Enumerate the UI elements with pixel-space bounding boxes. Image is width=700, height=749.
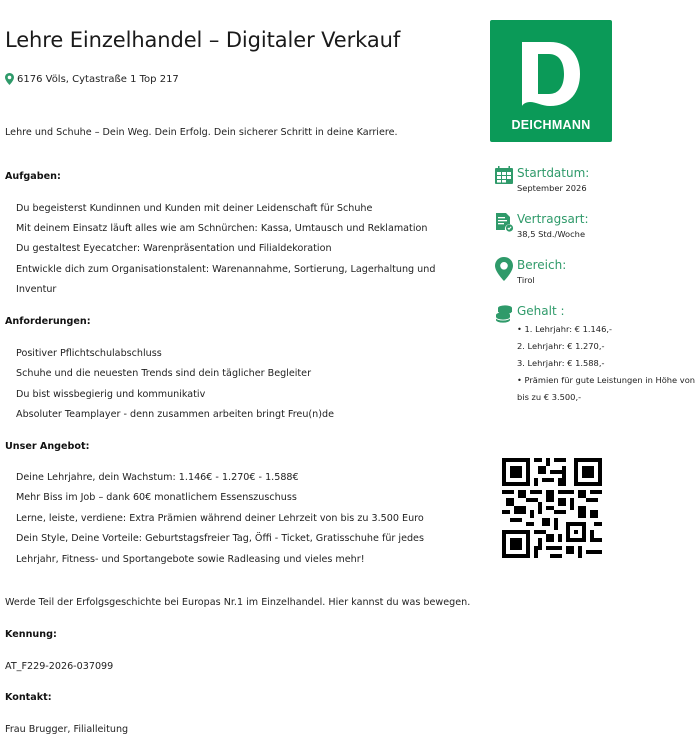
startdatum-value: September 2026 — [517, 183, 587, 193]
kontakt-value: Frau Brugger, Filialleitung — [5, 724, 129, 735]
bereich-value: Tirol — [517, 275, 535, 285]
list-item: Mehr Biss im Job – dank 60€ monatlichem Essenszuschuss — [16, 492, 297, 503]
list-item: Mit deinem Einsatz läuft alles wie am Schnürchen: Kassa, Umtausch und Reklamation — [16, 223, 428, 234]
brand-name: DEICHMANN — [511, 118, 591, 132]
list-item: Lerne, leiste, verdiene: Extra Prämien während deiner Lehrzeit von bis zu 3.500 Euro — [16, 513, 424, 524]
list-item: Absoluter Teamplayer - denn zusammen arbeiten bringt Freu(n)de — [16, 409, 334, 420]
bereich-label: Bereich: — [517, 258, 567, 272]
list-item: Lehrjahr, Fitness- und Sportangebote sowie Radleasing und vieles mehr! — [16, 554, 365, 565]
vertragsart-label: Vertragsart: — [517, 212, 589, 226]
deichmann-logo — [490, 20, 612, 142]
section-heading-angebot: Unser Angebot: — [5, 441, 90, 452]
list-item: Du begeisterst Kundinnen und Kunden mit deiner Leidenschaft für Schuhe — [16, 203, 373, 214]
list-item: Schuhe und die neuesten Trends sind dein täglicher Begleiter — [16, 368, 312, 379]
deichmann-d-icon — [520, 40, 582, 108]
vertragsart-value: 38,5 Std./Woche — [517, 229, 586, 239]
section-heading-kontakt: Kontakt: — [5, 692, 52, 703]
section-heading-aufgaben: Aufgaben: — [5, 171, 61, 182]
contract-document-icon — [494, 212, 514, 232]
gehalt-line: 2. Lehrjahr: € 1.270,- — [517, 341, 605, 351]
closing-text: Werde Teil der Erfolgsgeschichte bei Europas Nr.1 im Einzelhandel. Hier kannst du was bewegen. — [5, 597, 471, 608]
map-pin-icon — [494, 257, 514, 281]
gehalt-line: 3. Lehrjahr: € 1.588,- — [517, 358, 605, 368]
location-line — [5, 73, 179, 85]
coins-stack-icon — [494, 304, 514, 324]
map-pin-icon — [5, 73, 14, 85]
list-item: Dein Style, Deine Vorteile: Geburtstagsfreier Tag, Öffi - Ticket, Gratisschuhe für jedes — [16, 533, 424, 544]
section-heading-anforderungen: Anforderungen: — [5, 316, 91, 327]
list-item: Deine Lehrjahre, dein Wachstum: 1.146€ - 1.270€ - 1.588€ — [16, 472, 299, 483]
list-item: Entwickle dich zum Organisationstalent: Warenannahme, Sortierung, Lagerhaltung und — [16, 264, 436, 275]
list-item: Du gestaltest Eyecatcher: Warenpräsentation und Filialdekoration — [16, 243, 332, 254]
list-item: Du bist wissbegierig und kommunikativ — [16, 389, 206, 400]
gehalt-line: bis zu € 3.500,- — [517, 392, 582, 402]
calendar-icon — [494, 166, 514, 186]
list-item: Inventur — [16, 284, 57, 295]
gehalt-label: Gehalt : — [517, 304, 565, 318]
page-title: Lehre Einzelhandel – Digitaler Verkauf — [5, 28, 401, 52]
kennung-value: AT_F229-2026-037099 — [5, 661, 114, 672]
startdatum-label: Startdatum: — [517, 166, 590, 180]
qr-code-icon[interactable] — [502, 458, 602, 558]
gehalt-line: • 1. Lehrjahr: € 1.146,- — [517, 324, 612, 334]
gehalt-line: • Prämien für gute Leistungen in Höhe von — [517, 375, 696, 385]
location-text: 6176 Völs, Cytastraße 1 Top 217 — [17, 73, 179, 85]
intro-text: Lehre und Schuhe – Dein Weg. Dein Erfolg. Dein sicherer Schritt in deine Karriere. — [5, 127, 398, 138]
section-heading-kennung: Kennung: — [5, 629, 57, 640]
list-item: Positiver Pflichtschulabschluss — [16, 348, 162, 359]
gehalt-details — [517, 321, 695, 406]
